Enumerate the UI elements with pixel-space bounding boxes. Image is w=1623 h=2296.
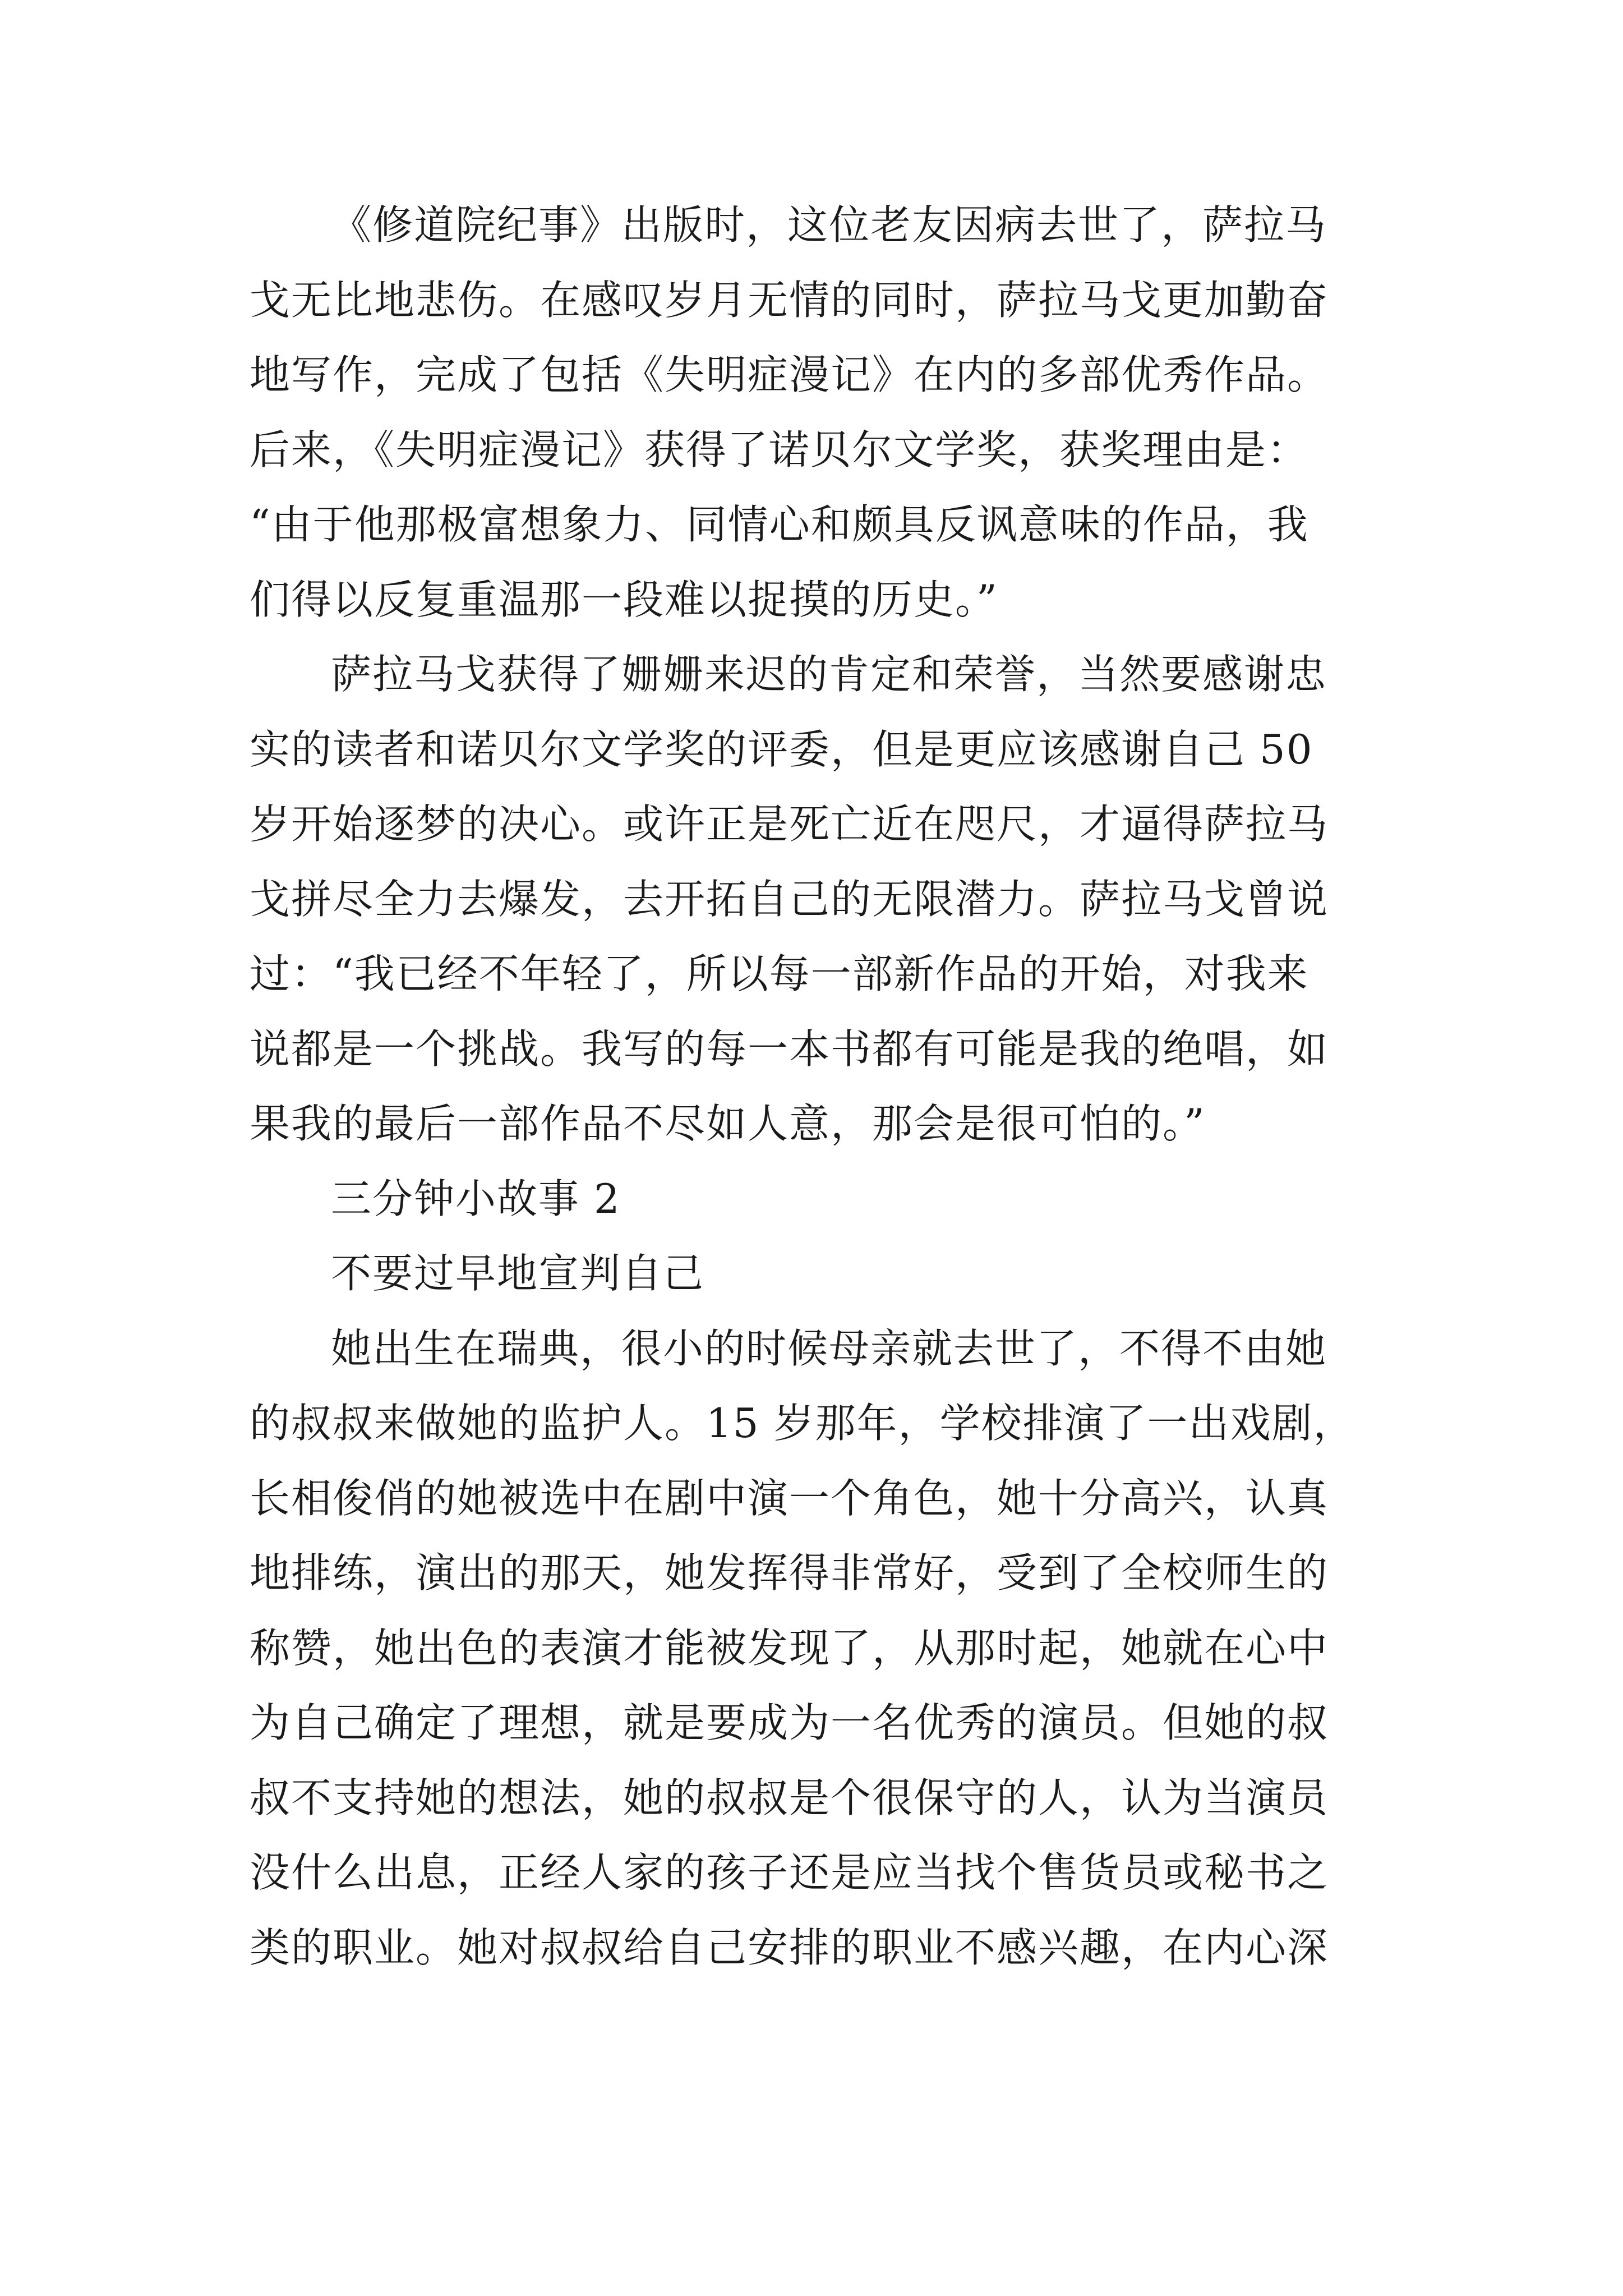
- paragraph: [250, 188, 1388, 637]
- text-line: 地写作，完成了包括《失明症漫记》在内的多部优秀作品。: [250, 351, 1329, 398]
- paragraph: [250, 637, 1388, 1162]
- text-line: 为自己确定了理想，就是要成为一名优秀的演员。但她的叔: [250, 1699, 1329, 1746]
- section-heading: [250, 1162, 1388, 1237]
- text-line: 戈无比地悲伤。在感叹岁月无情的同时，萨拉马戈更加勤奋: [250, 276, 1329, 324]
- document-body: [250, 188, 1388, 1985]
- text-line: 类的职业。她对叔叔给自己安排的职业不感兴趣，在内心深: [250, 1924, 1329, 1971]
- text-line: 她出生在瑞典，很小的时候母亲就去世了，不得不由她: [331, 1324, 1327, 1372]
- story-title: [250, 1236, 1388, 1312]
- text-line: 戈拼尽全力去爆发，去开拓自己的无限潜力。萨拉马戈曾说: [250, 875, 1329, 923]
- text-line: 的叔叔来做她的监护人。15 岁那年，学校排演了一出戏剧，: [250, 1400, 1355, 1447]
- story-title-text: 不要过早地宣判自己: [331, 1250, 705, 1297]
- text-line: 《修道院纪事》出版时，这位老友因病去世了，萨拉马: [331, 201, 1327, 249]
- text-line: 过：“我已经不年轻了，所以每一部新作品的开始，对我来: [250, 950, 1309, 997]
- text-line: “由于他那极富想象力、同情心和颇具反讽意味的作品，我: [250, 501, 1309, 548]
- text-line: 称赞，她出色的表演才能被发现了，从那时起，她就在心中: [250, 1624, 1329, 1672]
- text-line: 果我的最后一部作品不尽如人意，那会是很可怕的。”: [250, 1100, 1206, 1147]
- text-line: 说都是一个挑战。我写的每一本书都有可能是我的绝唱，如: [250, 1025, 1329, 1073]
- text-line: 没什么出息，正经人家的孩子还是应当找个售货员或秘书之: [250, 1849, 1329, 1896]
- text-line: 叔不支持她的想法，她的叔叔是个很保守的人，认为当演员: [250, 1774, 1329, 1821]
- text-line: 实的读者和诺贝尔文学奖的评委，但是更应该感谢自己 50: [250, 725, 1313, 773]
- text-line: 地排练，演出的那天，她发挥得非常好，受到了全校师生的: [250, 1549, 1329, 1596]
- text-line: 长相俊俏的她被选中在剧中演一个角色，她十分高兴，认真: [250, 1474, 1329, 1522]
- story-number-heading: 三分钟小故事 2: [331, 1175, 621, 1222]
- text-line: 岁开始逐梦的决心。或许正是死亡近在咫尺，才逼得萨拉马: [250, 800, 1329, 848]
- text-line: 萨拉马戈获得了姗姗来迟的肯定和荣誉，当然要感谢忠: [331, 651, 1327, 698]
- paragraph: [250, 1312, 1388, 1986]
- text-line: 后来，《失明症漫记》获得了诺贝尔文学奖，获奖理由是：: [250, 426, 1309, 473]
- text-line: 们得以反复重温那一段难以捉摸的历史。”: [250, 576, 998, 623]
